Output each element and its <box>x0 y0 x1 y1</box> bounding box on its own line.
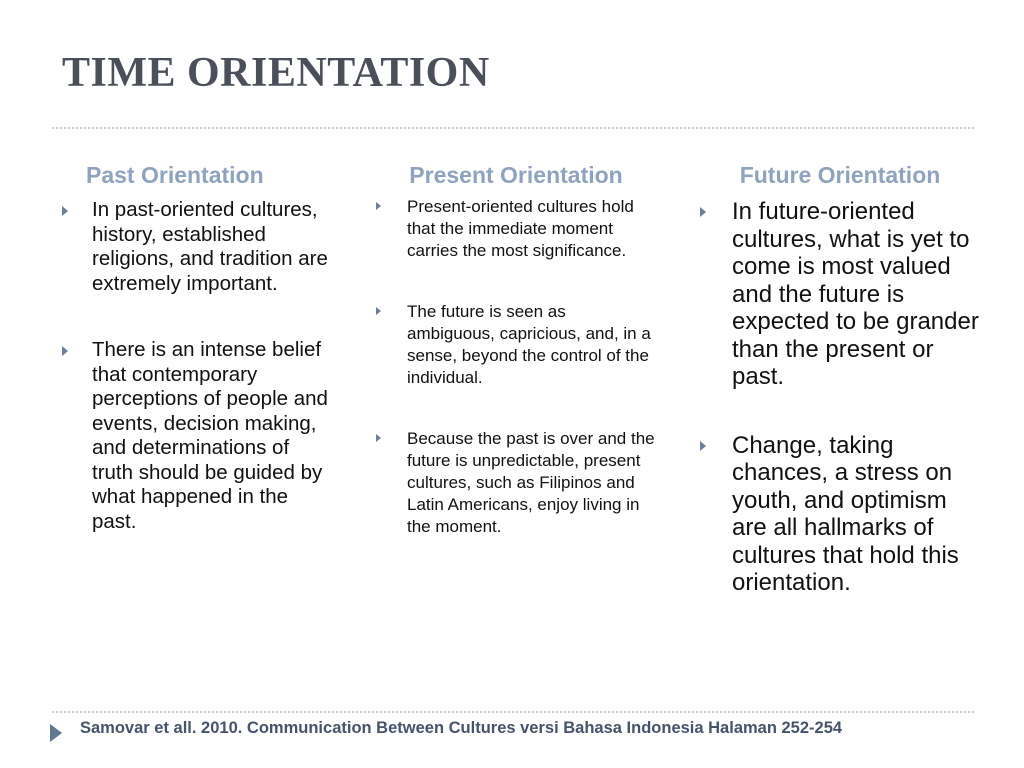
column-future-orientation <box>700 158 980 638</box>
column-past-orientation <box>62 158 334 576</box>
triangle-bullet-icon <box>376 202 381 210</box>
column-present-orientation <box>376 158 656 577</box>
bullet-text: Present-oriented cultures hold that the immediate moment carries the most significance. <box>407 197 634 260</box>
slide-footer <box>50 716 990 744</box>
play-arrow-icon <box>50 724 62 742</box>
triangle-bullet-icon <box>700 441 706 451</box>
list-item <box>376 428 656 538</box>
bullet-list-future <box>700 198 980 597</box>
triangle-bullet-icon <box>376 434 381 442</box>
list-item <box>376 196 656 262</box>
bullet-text: In future-oriented cultures, what is yet to come is most valued and the future is expected to be grander than the present or past. <box>732 198 979 390</box>
title-divider <box>52 127 974 129</box>
list-item <box>700 432 980 597</box>
footer-citation: Samovar et all. 2010. Communication Between Cultures versi Bahasa Indonesia Halaman 252-254 <box>80 719 843 737</box>
triangle-bullet-icon <box>376 307 381 315</box>
triangle-bullet-icon <box>62 346 68 356</box>
bullet-text: There is an intense belief that contemporary perceptions of people and events, decision making, and determinations of truth should be guided by what happened in the past. <box>92 338 328 533</box>
bullet-list-past <box>62 198 334 534</box>
bullet-text: Change, taking chances, a stress on youth, and optimism are all hallmarks of cultures that hold this orientation. <box>732 431 959 596</box>
list-item <box>700 198 980 391</box>
triangle-bullet-icon <box>62 206 68 216</box>
triangle-bullet-icon <box>700 207 706 217</box>
list-item <box>376 301 656 389</box>
bullet-list-present <box>376 196 656 538</box>
bullet-text: In past-oriented cultures, history, established religions, and tradition are extremely important. <box>92 198 328 295</box>
column-heading-present: Present Orientation <box>409 162 623 188</box>
slide-title: TIME ORIENTATION <box>62 50 490 96</box>
footer-divider <box>52 711 974 713</box>
bullet-text: Because the past is over and the future is unpredictable, present cultures, such as Filipinos and Latin Americans, enjoy living in the moment. <box>407 429 655 536</box>
list-item <box>62 338 334 534</box>
column-heading-future: Future Orientation <box>739 162 941 188</box>
column-heading-past: Past Orientation <box>86 162 264 188</box>
list-item <box>62 198 334 296</box>
bullet-text: The future is seen as ambiguous, capricious, and, in a sense, beyond the control of the individual. <box>407 302 651 387</box>
